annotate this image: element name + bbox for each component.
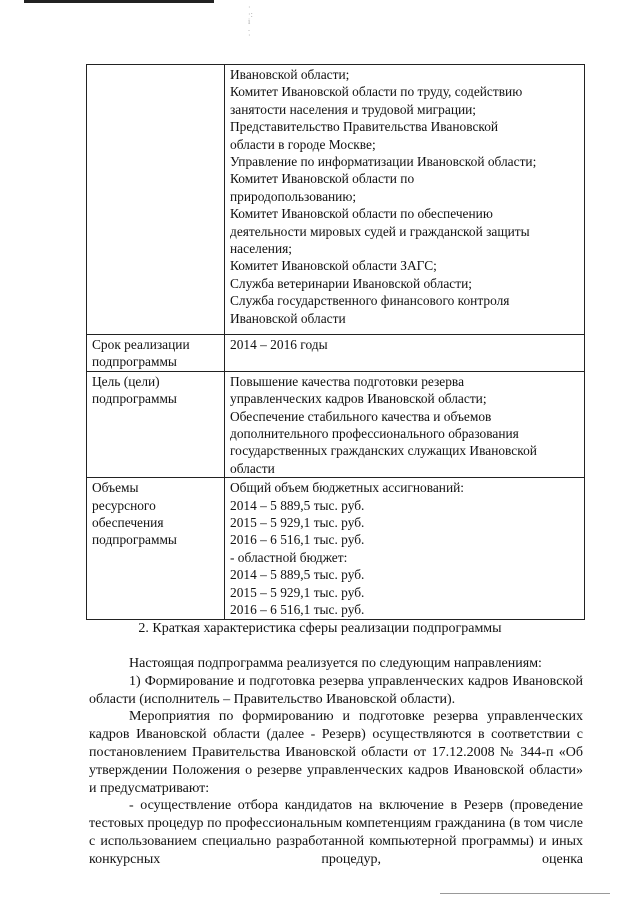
scan-mark: · xyxy=(248,3,251,12)
label-line: подпрограммы xyxy=(92,354,177,370)
value-line: Комитет Ивановской области по труду, содействию xyxy=(230,84,523,100)
label-line: Срок реализации xyxy=(92,337,190,352)
value-line: Служба государственного финансового контроля xyxy=(230,293,510,309)
scan-mark: i xyxy=(248,17,251,26)
label-line: подпрограммы xyxy=(92,532,177,548)
table-row xyxy=(87,335,585,372)
value-line: Обеспечение стабильного качества и объемов xyxy=(230,408,492,424)
section-heading: 2. Краткая характеристика сферы реализации подпрограммы xyxy=(138,621,502,636)
body-paragraph: 1) Формирование и подготовка резерва управленческих кадров Ивановской области (исполнитель – Правительство Ивановской области). xyxy=(89,673,583,707)
top-rule xyxy=(24,0,214,3)
row-label-cell xyxy=(87,478,225,619)
scan-mark: . xyxy=(248,24,250,33)
body-paragraph: Настоящая подпрограмма реализуется по следующим направлениям: xyxy=(129,656,542,671)
value-line: Управление по информатизации Ивановской области; xyxy=(230,154,537,170)
scan-mark: · xyxy=(248,31,251,40)
value-line: Общий объем бюджетных ассигнований: xyxy=(230,480,465,496)
label-line: Цель (цели) xyxy=(92,373,160,389)
body-paragraph: Мероприятия по формированию и подготовке резерва управленческих кадров Ивановской области (далее - Резерв) осуществляются в соответствии с постановлением Правительства Ивановской области от 17.12.2008 № 344-п «Об утверждении Положения о резерве управленческих кадров Ивановской области» и предусматривают: xyxy=(89,709,583,796)
value-line: Представительство Правительства Ивановской xyxy=(230,119,499,135)
value-line: 2015 – 5 929,1 тыс. руб. xyxy=(230,515,365,531)
table-row xyxy=(87,371,585,477)
row-value-cell xyxy=(225,65,585,335)
value-line: государственных гражданских служащих Ивановской xyxy=(230,443,537,459)
value-line: 2015 – 5 929,1 тыс. руб. xyxy=(230,584,365,600)
value-line: 2016 – 6 516,1 тыс. руб. xyxy=(230,532,365,548)
table-row xyxy=(87,65,585,335)
row-label-cell xyxy=(87,335,225,372)
row-label-cell xyxy=(87,371,225,477)
value-line: дополнительного профессионального образования xyxy=(230,426,519,442)
value-line: Комитет Ивановской области ЗАГС; xyxy=(230,258,437,274)
row-value-cell xyxy=(225,478,585,619)
value-line: деятельности мировых судей и гражданской защиты xyxy=(230,223,530,239)
label-line: ресурсного xyxy=(92,497,156,513)
value-line: Комитет Ивановской области по xyxy=(230,171,415,187)
footer-rule xyxy=(440,893,610,894)
body-text xyxy=(89,655,583,869)
body-paragraph: - осуществление отбора кандидатов на включение в Резерв (проведение тестовых процедур по профессиональным компетенциям гражданина (в том числе с использованием специально разработанной компьютерной программы) и иных конкурсных процедур, оценка xyxy=(89,798,583,867)
value-line: населения; xyxy=(230,241,292,257)
label-line: подпрограммы xyxy=(92,391,177,407)
row-label-cell xyxy=(87,65,225,335)
scan-mark: ·: xyxy=(248,10,253,19)
row-value-cell xyxy=(225,335,585,372)
value-line: природопользованию; xyxy=(230,188,357,204)
value-line: Ивановской области xyxy=(230,310,346,326)
value-line: 2014 – 2016 годы xyxy=(230,337,328,352)
value-line: 2014 – 5 889,5 тыс. руб. xyxy=(230,567,365,583)
value-line: области xyxy=(230,460,275,476)
value-line: 2016 – 6 516,1 тыс. руб. xyxy=(230,602,365,618)
value-line: 2014 – 5 889,5 тыс. руб. xyxy=(230,497,365,513)
value-line: управленческих кадров Ивановской области; xyxy=(230,391,487,407)
subprogram-passport-table xyxy=(86,64,585,620)
value-line: Комитет Ивановской области по обеспечению xyxy=(230,206,493,222)
label-line: Объемы xyxy=(92,480,139,496)
value-line: - областной бюджет: xyxy=(230,549,348,565)
value-line: Ивановской области; xyxy=(230,67,350,82)
row-value-cell xyxy=(225,371,585,477)
scan-artifact xyxy=(248,4,268,44)
table-row xyxy=(87,478,585,619)
value-line: занятости населения и трудовой миграции; xyxy=(230,101,477,117)
value-line: Повышение качества подготовки резерва xyxy=(230,373,465,389)
value-line: области в городе Москве; xyxy=(230,136,376,152)
label-line: обеспечения xyxy=(92,515,164,531)
value-line: Служба ветеринарии Ивановской области; xyxy=(230,275,472,291)
